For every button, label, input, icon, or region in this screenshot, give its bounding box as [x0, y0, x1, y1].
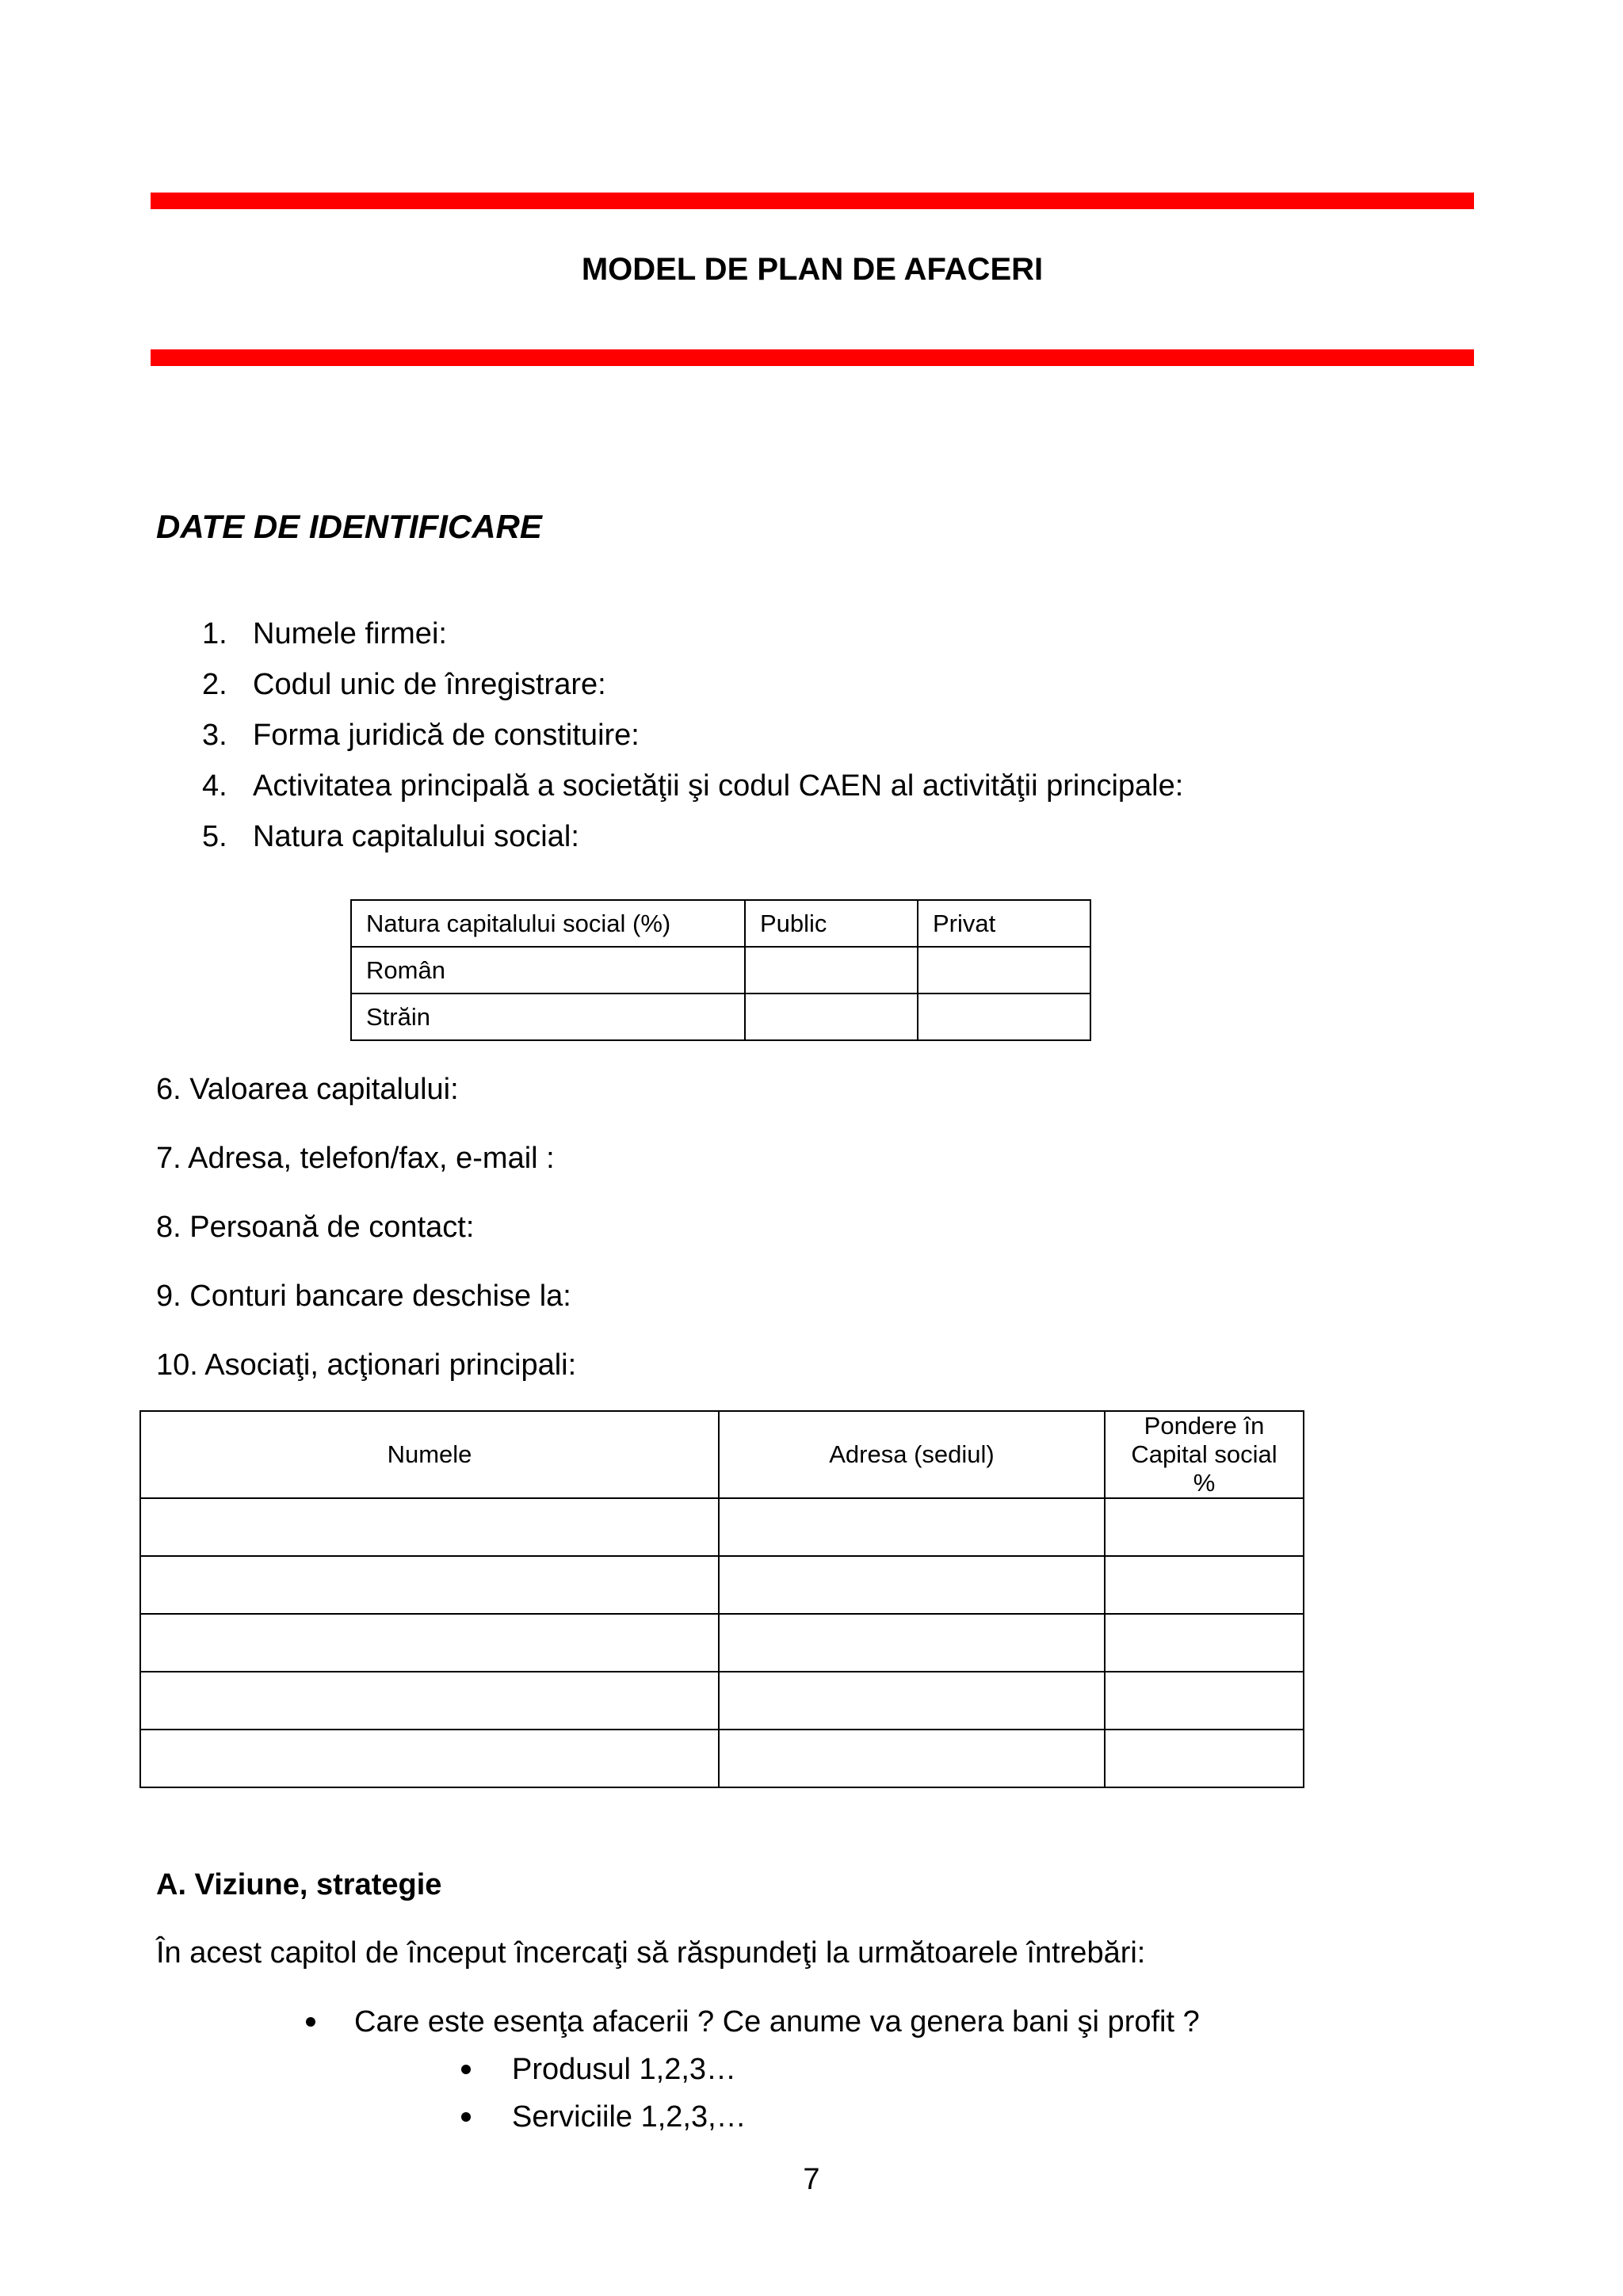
table-cell[interactable]	[1105, 1556, 1304, 1614]
list-item-text: Natura capitalului social:	[253, 820, 579, 853]
intro-text: În acest capitol de început încercaţi să răspundeţi la următoarele întrebări:	[156, 1936, 1146, 1970]
field-bank-accounts: 9. Conturi bancare deschise la:	[156, 1280, 571, 1313]
table-row	[140, 1498, 1304, 1556]
table-cell[interactable]	[140, 1556, 719, 1614]
list-item-text: Codul unic de înregistrare:	[253, 668, 606, 701]
section-heading: DATE DE IDENTIFICARE	[156, 508, 542, 545]
table-header-cell: Numele	[140, 1411, 719, 1498]
list-item	[202, 616, 1183, 666]
table-cell[interactable]	[719, 1498, 1105, 1556]
field-contact-person: 8. Persoană de contact:	[156, 1211, 475, 1244]
table-cell[interactable]	[140, 1672, 719, 1730]
bullet-text: Serviciile 1,2,3,…	[512, 2100, 747, 2134]
table-header-cell: Pondere în Capital social %	[1105, 1411, 1304, 1498]
list-item-text: Activitatea principală a societăţii şi codul CAEN al activităţii principale:	[253, 769, 1184, 803]
table-row	[351, 947, 1090, 994]
table-row	[140, 1672, 1304, 1730]
table-cell[interactable]	[1105, 1730, 1304, 1787]
table-cell[interactable]	[1105, 1614, 1304, 1672]
table-cell[interactable]	[140, 1498, 719, 1556]
bullet-icon	[461, 2112, 471, 2122]
bullet-text: Produsul 1,2,3…	[512, 2053, 737, 2086]
sub-bullet-item	[461, 2051, 736, 2088]
table-cell[interactable]	[719, 1730, 1105, 1787]
page-number: 7	[803, 2163, 820, 2196]
subsection-title: A. Viziune, strategie	[156, 1868, 442, 1901]
bullet-icon	[306, 2017, 315, 2027]
field-address-contact: 7. Adresa, telefon/fax, e-mail :	[156, 1142, 555, 1175]
list-item	[202, 666, 1183, 717]
table-cell[interactable]	[719, 1614, 1105, 1672]
table-row	[140, 1730, 1304, 1787]
table-cell[interactable]	[1105, 1672, 1304, 1730]
table-cell[interactable]	[745, 947, 918, 994]
table-header-cell: Privat	[918, 900, 1090, 947]
table-header-cell: Public	[745, 900, 918, 947]
table-cell[interactable]	[918, 947, 1090, 994]
capital-nature-table	[350, 899, 1091, 1041]
table-header-row	[140, 1411, 1304, 1498]
bullet-icon	[461, 2065, 471, 2074]
table-cell[interactable]	[745, 994, 918, 1040]
list-item	[202, 768, 1183, 818]
table-cell[interactable]	[140, 1730, 719, 1787]
list-item-text: Numele firmei:	[253, 617, 447, 650]
table-cell[interactable]	[140, 1614, 719, 1672]
sub-bullet-item	[461, 2099, 747, 2135]
table-row	[140, 1614, 1304, 1672]
table-cell[interactable]	[719, 1672, 1105, 1730]
table-header-row	[351, 900, 1090, 947]
identification-list	[202, 616, 1183, 869]
table-row	[351, 994, 1090, 1040]
bullet-item	[306, 2004, 1200, 2040]
table-header-cell: Adresa (sediul)	[719, 1411, 1105, 1498]
document-title: MODEL DE PLAN DE AFACERI	[581, 252, 1044, 287]
table-cell[interactable]	[1105, 1498, 1304, 1556]
table-row	[140, 1556, 1304, 1614]
list-item-number: 5.	[202, 820, 227, 853]
table-header-cell: Natura capitalului social (%)	[351, 900, 745, 947]
field-associates: 10. Asociaţi, acţionari principali:	[156, 1348, 577, 1382]
list-item-text: Forma juridică de constituire:	[253, 719, 640, 752]
list-item-number: 2.	[202, 668, 227, 701]
list-item	[202, 717, 1183, 768]
list-item	[202, 818, 1183, 869]
list-item-number: 1.	[202, 617, 227, 650]
list-item-number: 4.	[202, 769, 227, 803]
table-cell[interactable]	[719, 1556, 1105, 1614]
bottom-red-divider	[151, 349, 1474, 366]
list-item-number: 3.	[202, 719, 227, 752]
table-cell[interactable]	[918, 994, 1090, 1040]
associates-table	[139, 1410, 1304, 1788]
table-cell: Străin	[351, 994, 745, 1040]
top-red-divider	[151, 193, 1474, 209]
table-cell: Român	[351, 947, 745, 994]
field-capital-value: 6. Valoarea capitalului:	[156, 1073, 459, 1106]
bullet-text: Care este esenţa afacerii ? Ce anume va genera bani şi profit ?	[354, 2005, 1200, 2039]
